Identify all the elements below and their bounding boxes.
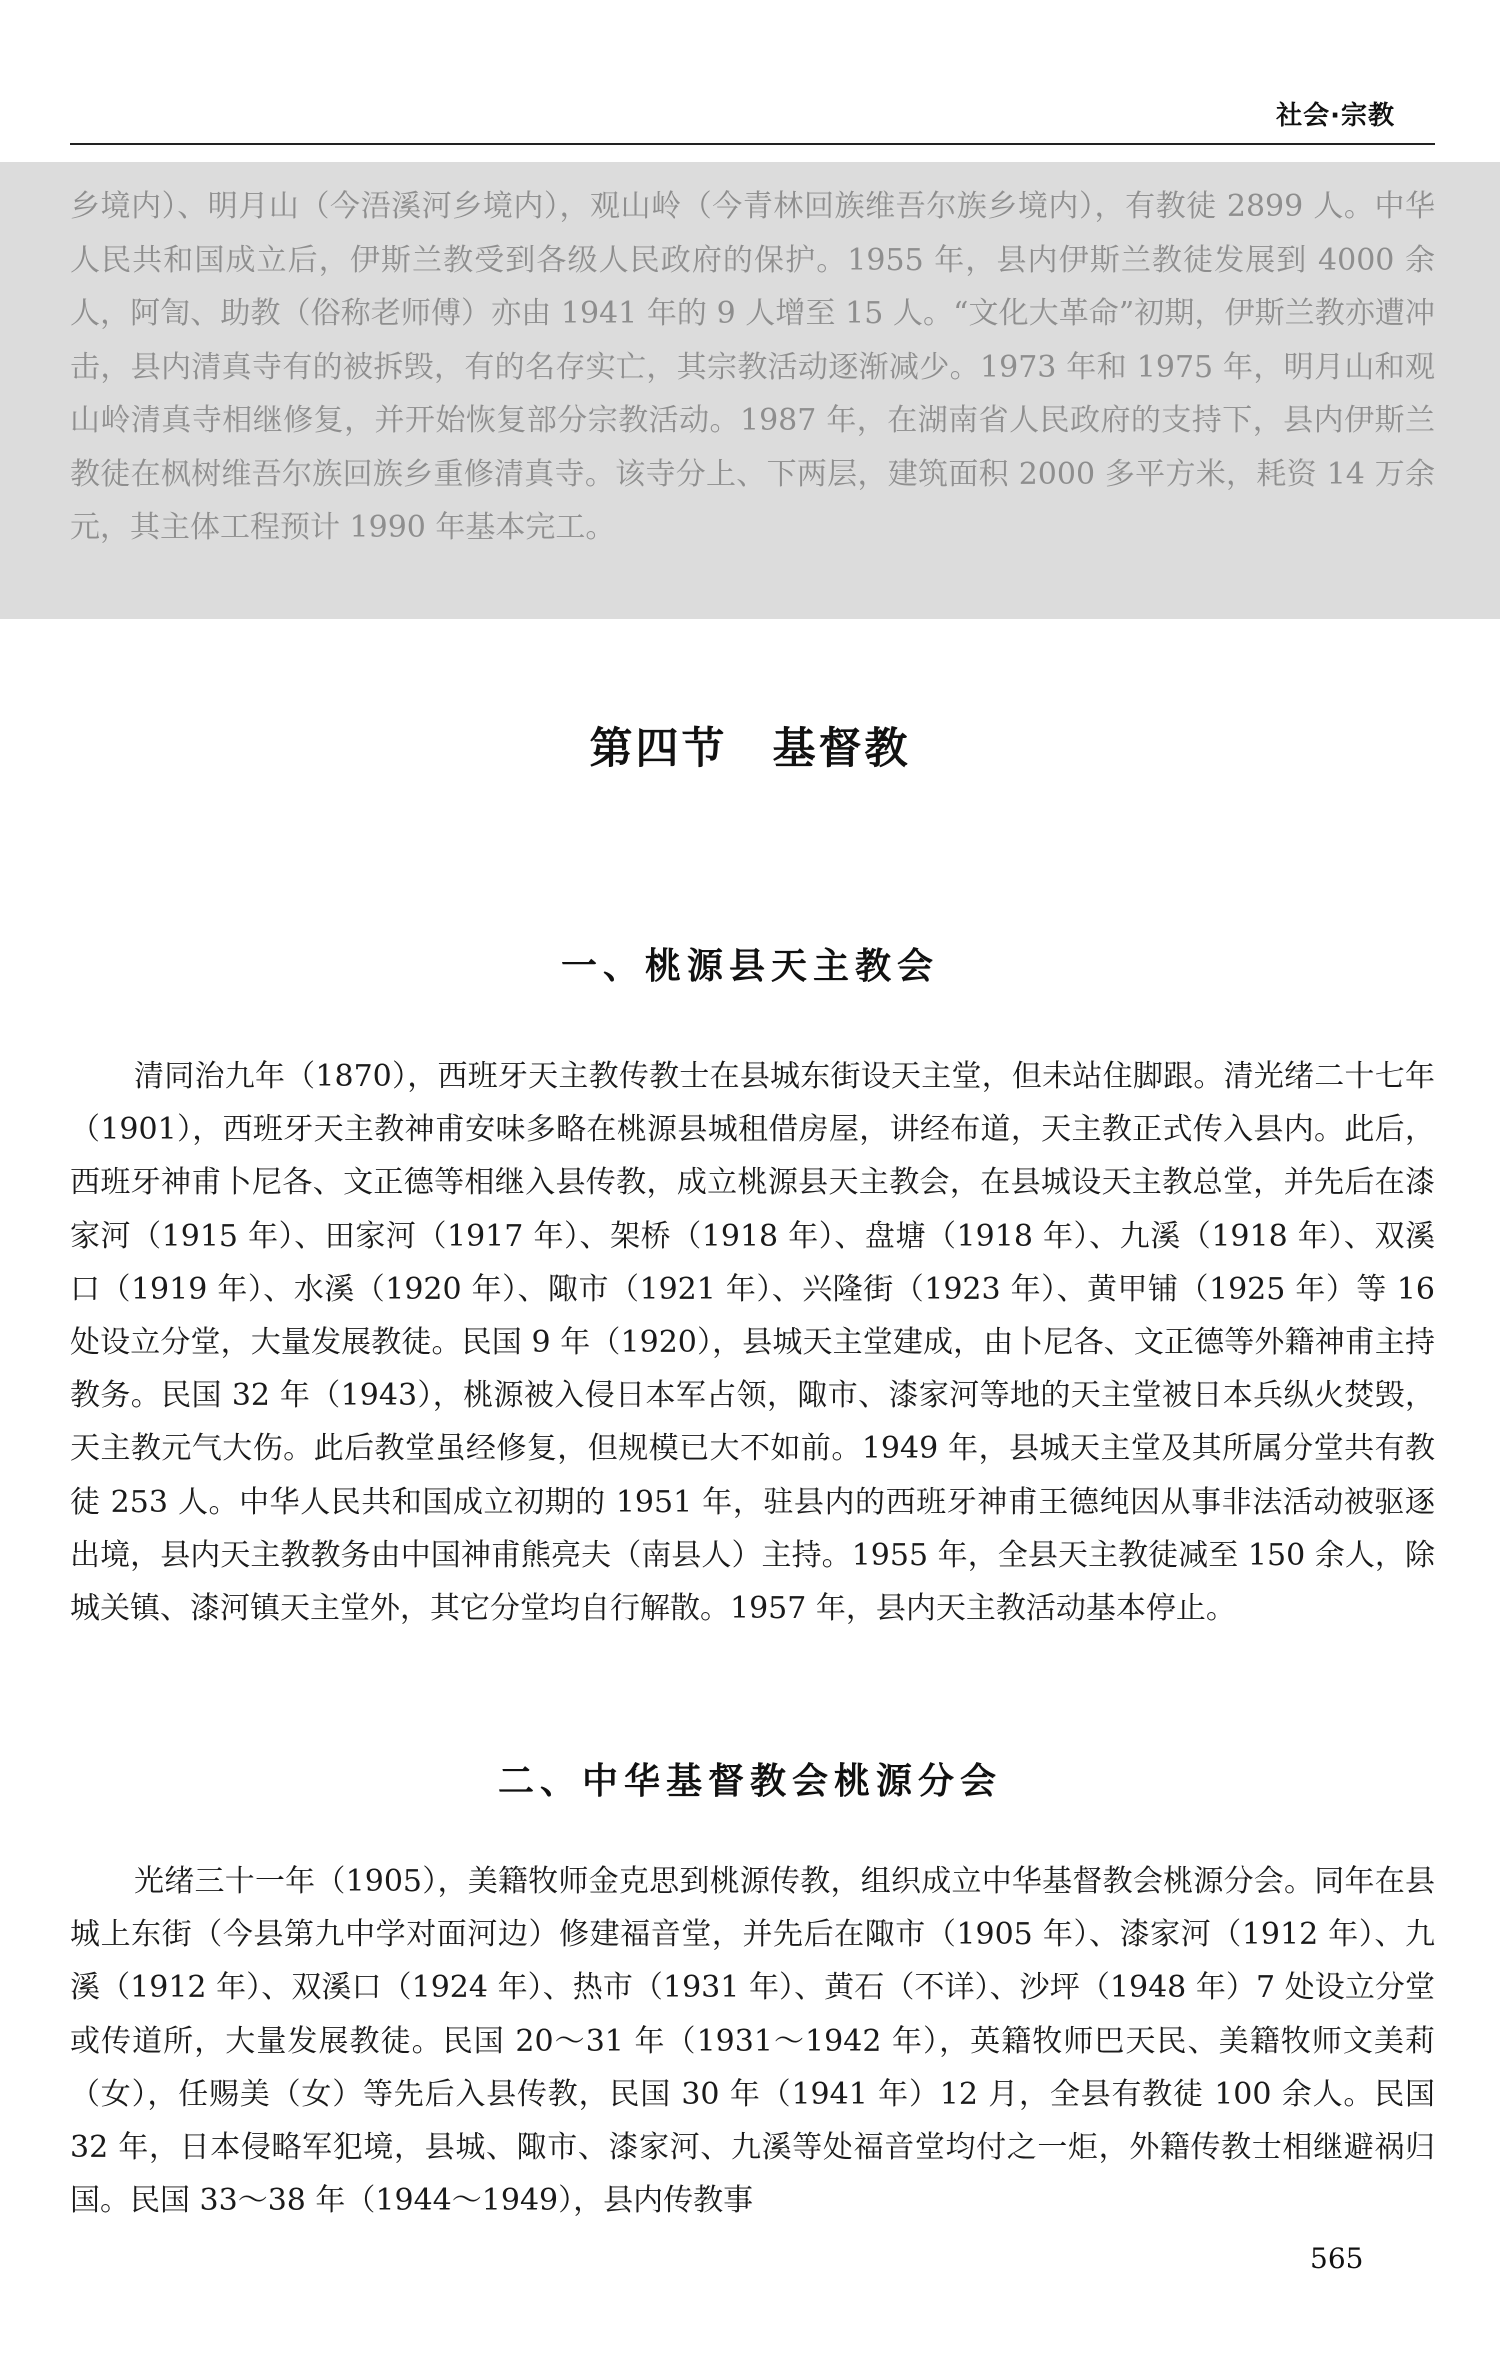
previous-section-paragraph: 乡境内）、明月山（今浯溪河乡境内），观山岭（今青林回族维吾尔族乡境内），有教徒 2899 人。中华人民共和国成立后，伊斯兰教受到各级人民政府的保护。1955 年，县内伊斯兰教徒发展到 4000 余人，阿訇、助教（俗称老师傅）亦由 1941 年的 9 人增至 15 人。“文化大革命”初期，伊斯兰教亦遭冲击，县内清真寺有的被拆毁，有的名存实亡，其宗教活动逐渐减少。1973 年和 1975 年，明月山和观山岭清真寺相继修复，并开始恢复部分宗教活动。1987 年，在湖南省人民政府的支持下，县内伊斯兰教徒在枫树维吾尔族回族乡重修清真寺。该寺分上、下两层，建筑面积 2000 多平方米，耗资 14 万余元，其主体工程预计 1990 年基本完工。 <box>70 189 1435 545</box>
section-number: 第四节 <box>589 724 728 774</box>
running-header-section: 社会·宗教 <box>1276 101 1395 131</box>
subsection-heading-protestant: 二、中华基督教会桃源分会 <box>497 1761 1002 1802</box>
section-title <box>0 715 1500 776</box>
header-rule <box>70 143 1435 145</box>
subsection-body-protestant: 光绪三十一年（1905），美籍牧师金克思到桃源传教，组织成立中华基督教会桃源分会。同年在县城上东街（今县第九中学对面河边）修建福音堂，并先后在陬市（1905 年）、漆家河（1912 年）、九溪（1912 年）、双溪口（1924 年）、热市（1931 年）、黄石（不详）、沙坪（1948 年）7 处设立分堂或传道所，大量发展教徒。民国 20～31 年（1931～1942 年），英籍牧师巴天民、美籍牧师文美莉（女），任赐美（女）等先后入县传教，民国 30 年（1941 年）12 月，全县有教徒 100 余人。民国 32 年，日本侵略军犯境，县城、陬市、漆家河、九溪等处福音堂均付之一炬，外籍传教士相继避祸归国。民国 33～38 年（1944～1949），县内传教事 <box>70 1864 1435 2219</box>
previous-section-text-band <box>0 162 1500 619</box>
page-number: 565 <box>1310 2242 1364 2275</box>
subsection-heading-catholic: 一、桃源县天主教会 <box>560 946 939 987</box>
section-name: 基督教 <box>772 724 911 774</box>
subsection-body-catholic: 清同治九年（1870），西班牙天主教传教士在县城东街设天主堂，但未站住脚跟。清光绪二十七年（1901），西班牙天主教神甫安味多略在桃源县城租借房屋，讲经布道，天主教正式传入县内。此后，西班牙神甫卜尼各、文正德等相继入县传教，成立桃源县天主教会，在县城设天主教总堂，并先后在漆家河（1915 年）、田家河（1917 年）、架桥（1918 年）、盘塘（1918 年）、九溪（1918 年）、双溪口（1919 年）、水溪（1920 年）、陬市（1921 年）、兴隆街（1923 年）、黄甲铺（1925 年）等 16 处设立分堂，大量发展教徒。民国 9 年（1920），县城天主堂建成，由卜尼各、文正德等外籍神甫主持教务。民国 32 年（1943），桃源被入侵日本军占领，陬市、漆家河等地的天主堂被日本兵纵火焚毁，天主教元气大伤。此后教堂虽经修复，但规模已大不如前。1949 年，县城天主堂及其所属分堂共有教徒 253 人。中华人民共和国成立初期的 1951 年，驻县内的西班牙神甫王德纯因从事非法活动被驱逐出境，县内天主教教务由中国神甫熊亮夫（南县人）主持。1955 年，全县天主教徒减至 150 余人，除城关镇、漆河镇天主堂外，其它分堂均自行解散。1957 年，县内天主教活动基本停止。 <box>70 1059 1435 1627</box>
